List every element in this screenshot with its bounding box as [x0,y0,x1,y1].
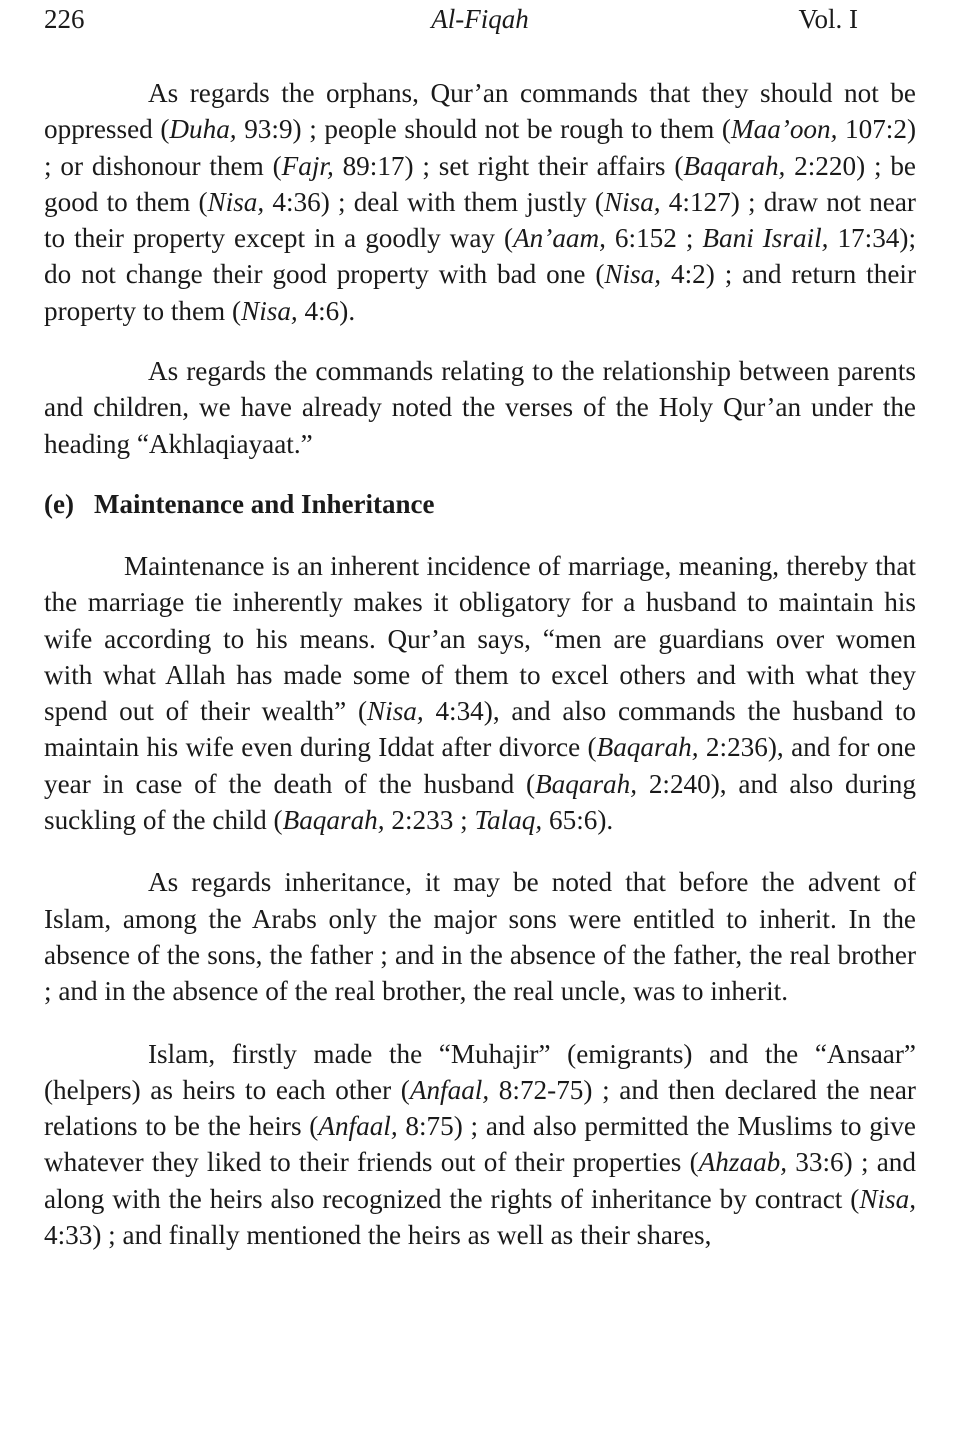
text-run: 4:34), and also commands the husband to maintain his wife even during Iddat after divorce ( [44,696,916,763]
citation-source: Nisa, [367,696,424,727]
text-run: 4:33) ; and finally mentioned the heirs as well as their shares, [44,1220,712,1251]
text-run: As regards inheritance, it may be noted that before the advent of Islam, among the Arabs only the major sons were entitled to inherit. In the absence of the sons, the father ; and in the absence of the father, the real brother ; and in the absence of the real brother, the real uncle, was to inherit. [44,867,916,1007]
paragraph-maintenance [44,548,916,838]
section-marker: (e) [44,488,74,519]
text-run: 4:2) ; and return their property to them ( [44,259,917,326]
citation-source: Baqarah, [683,150,786,181]
text-run: 2:236), and for one year in case of the death of the husband ( [44,732,916,799]
text-run: 93:9) ; people should not be rough to them ( [236,114,731,145]
text-run: 4:6). [297,295,356,326]
section-heading [44,486,916,522]
citation-source: Maa’oon, [730,114,838,145]
text-run: 6:152 ; [605,223,703,254]
text-run: As regards the commands relating to the relationship between parents and children, we have already noted the verses of the Holy Qur’an under the heading “Akhlaqiayaat.” [44,356,916,459]
paragraph-inheritance [44,864,916,1009]
text-run: 107:2) ; or dishonour them ( [44,114,917,181]
citation-source: Bani Israil, [702,223,829,254]
text-run: 2:233 ; [384,805,475,836]
text-run: 2:220) ; be good to them ( [44,150,916,217]
citation-source: Anfaal, [409,1074,490,1105]
citation-source: Nisa, [241,295,298,326]
text-run: 4:36) ; deal with them justly ( [264,186,604,217]
citation-source: Baqarah, [535,768,638,799]
text-run: 89:17) ; set right their affairs ( [333,150,684,181]
citation-source: An’aam, [513,223,606,254]
citation-source: Nisa, [604,259,662,290]
volume-label: Vol. I [798,4,858,34]
citation-source: Anfaal, [318,1111,398,1142]
citation-source: Fajr, [281,150,334,181]
text-run: Islam, firstly made the “Muhajir” (emigrants) and the “Ansaar” (helpers) as heirs to each other ( [44,1038,916,1105]
paragraph-islam-heirs [44,1036,916,1254]
citation-source: Nisa, [207,186,265,217]
page-header [44,0,916,52]
text-run: As regards the orphans, Qur’an commands that they should not be oppressed ( [44,78,916,145]
book-page [44,0,916,1253]
paragraph-parents-children [44,353,916,462]
text-run: 8:75) ; and also permitted the Muslims to give whatever they liked to their friends out of their properties ( [44,1111,916,1178]
text-run: 2:240), and also during suckling of the child ( [44,768,916,836]
citation-source: Baqarah, [282,805,385,836]
citation-source: Duha, [169,114,237,145]
citation-source: Ahzaab, [698,1147,788,1178]
text-run: 65:6). [542,805,614,836]
section-title: Maintenance and Inheritance [94,488,435,519]
page-number: 226 [44,4,85,34]
text-run: 4:127) ; draw not near to their property except in a goodly way ( [44,186,916,254]
citation-source: Baqarah, [596,732,699,763]
text-run: 8:72-75) ; and then declared the near relations to be the heirs ( [44,1074,916,1142]
citation-source: Nisa, [859,1183,916,1214]
running-title: Al-Fiqah [431,4,529,34]
text-run: Maintenance is an inherent incidence of marriage, meaning, thereby that the marriage tie inherently makes it obligatory for a husband to maintain his wife according to his means. Qur’an says, “men are guardians over women with what Allah has made some of them to excel others and with what they spend out of their wealth” ( [44,550,916,727]
citation-source: Nisa, [603,186,661,217]
citation-source: Talaq, [474,805,543,836]
text-run: 17:34); do not change their good property with bad one ( [44,223,916,290]
paragraph-orphans [44,75,916,329]
text-run: 33:6) ; and along with the heirs also recognized the rights of inheritance by contract ( [44,1147,916,1214]
